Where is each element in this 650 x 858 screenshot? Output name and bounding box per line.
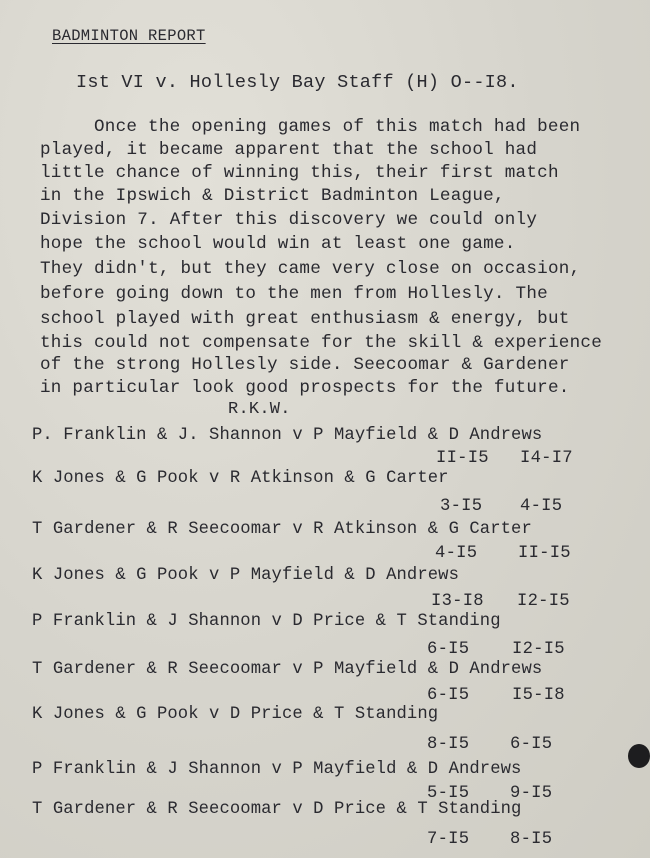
paragraph-line: school played with great enthusiasm & energy, but [40,309,570,329]
match-pairing: T Gardener & R Seecoomar v P Mayfield & D Andrews [32,660,543,679]
match-score: II-I5 [518,544,571,563]
paragraph-line: hope the school would win at least one game. [40,234,516,254]
match-pairing: P Franklin & J Shannon v D Price & T Standing [32,612,501,631]
match-score: I3-I8 [431,592,484,611]
author-signature: R.K.W. [228,400,291,419]
match-score: 6-I5 [427,686,470,705]
match-score: I2-I5 [517,592,570,611]
match-score: 6-I5 [510,735,553,754]
match-score: 4-I5 [435,544,478,563]
paragraph-line: played, it became apparent that the school had [40,140,538,160]
paragraph-line: Once the opening games of this match had been [94,117,581,137]
match-pairing: T Gardener & R Seecoomar v R Atkinson & G Carter [32,520,532,539]
match-score: I4-I7 [520,449,573,468]
match-pairing: T Gardener & R Seecoomar v D Price & T Standing [32,800,522,819]
match-pairing: P Franklin & J Shannon v P Mayfield & D Andrews [32,760,522,779]
match-score: 6-I5 [427,640,470,659]
match-score: II-I5 [436,449,489,468]
report-heading: BADMINTON REPORT [52,27,206,45]
paragraph-line: of the strong Hollesly side. Seecoomar & Gardener [40,355,570,375]
match-pairing: P. Franklin & J. Shannon v P Mayfield & D Andrews [32,426,543,445]
paragraph-line: in the Ipswich & District Badminton League, [40,186,505,206]
match-score: 3-I5 [440,497,483,516]
match-score: 5-I5 [427,784,470,803]
match-score: 9-I5 [510,784,553,803]
match-subtitle: Ist VI v. Hollesly Bay Staff (H) O--I8. [76,72,519,93]
match-score: 4-I5 [520,497,563,516]
match-score: 8-I5 [427,735,470,754]
match-score: 7-I5 [427,830,470,849]
paragraph-line: this could not compensate for the skill & experience [40,333,603,353]
match-pairing: K Jones & G Pook v D Price & T Standing [32,705,439,724]
match-pairing: K Jones & G Pook v R Atkinson & G Carter [32,469,449,488]
punch-hole [628,744,650,768]
paragraph-line: Division 7. After this discovery we could only [40,210,538,230]
paragraph-line: in particular look good prospects for the future. [40,378,570,398]
match-score: 8-I5 [510,830,553,849]
paragraph-line: little chance of winning this, their first match [40,163,559,183]
paragraph-line: They didn't, but they came very close on occasion, [40,259,581,279]
match-score: I2-I5 [512,640,565,659]
match-score: I5-I8 [512,686,565,705]
match-pairing: K Jones & G Pook v P Mayfield & D Andrews [32,566,459,585]
paragraph-line: before going down to the men from Hollesly. The [40,284,548,304]
